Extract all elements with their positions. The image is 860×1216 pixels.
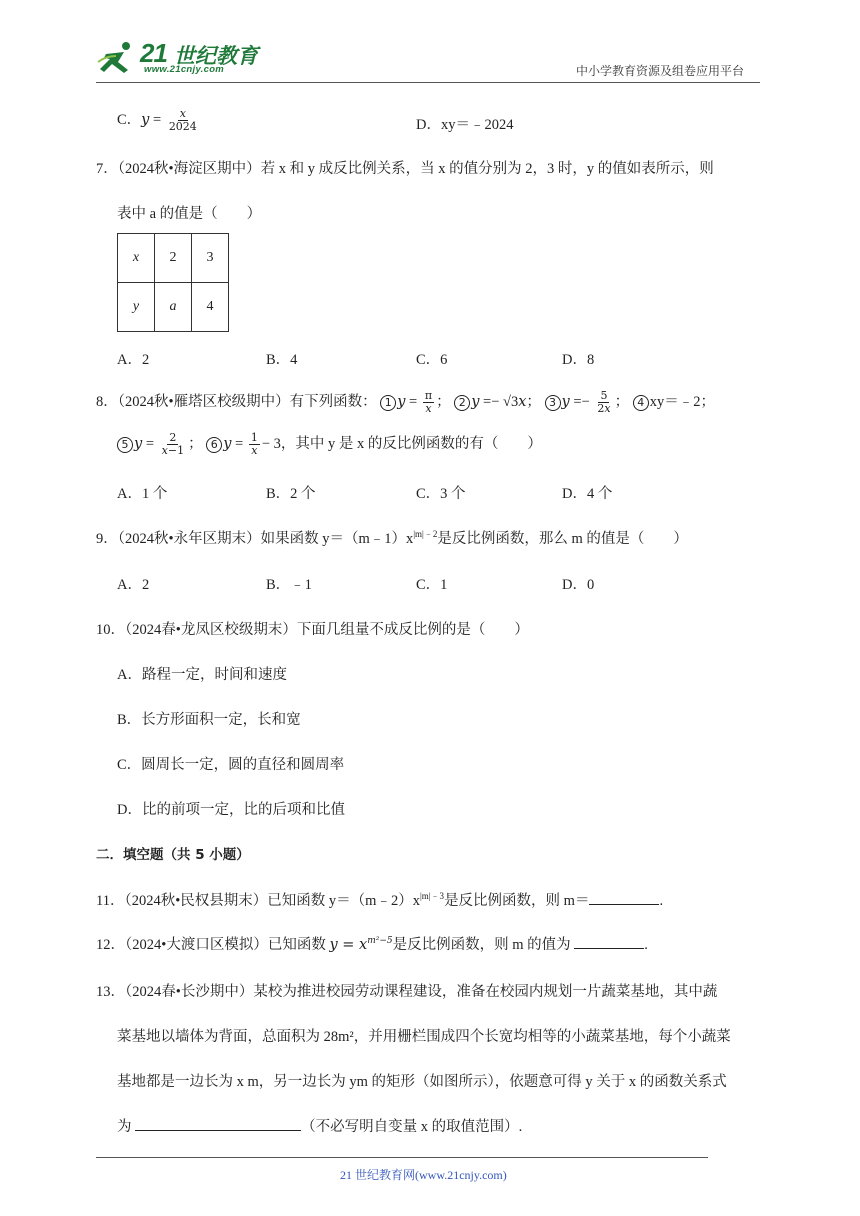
footer-divider	[96, 1157, 708, 1158]
logo-text: 世纪教育	[174, 44, 258, 68]
q10-option-d: D．比的前项一定，比的后项和比值	[117, 802, 345, 818]
q10-stem: 10．（2024春•龙凤区校级期末）下面几组量不成反比例的是（ ）	[96, 622, 529, 638]
q8-option-a: A．1 个	[117, 486, 168, 502]
table-cell: 2	[155, 234, 192, 283]
q9-option-b: B．﹣1	[266, 577, 312, 593]
runner-logo-icon	[96, 40, 140, 76]
answer-blank[interactable]	[589, 904, 659, 905]
q9-option-a: A．2	[117, 577, 150, 593]
q7-stem-line2: 表中 a 的值是（ ）	[117, 206, 262, 222]
q11-stem: 11．（2024秋•民权县期末）已知函数 $y=(m﹣2)x^{|m|﹣3}$是反比例函数，则 m＝ .	[96, 891, 664, 909]
table-cell: a	[155, 283, 192, 332]
q10-option-a: A．路程一定，时间和速度	[117, 667, 287, 683]
header-platform-text: 中小学教育资源及组卷应用平台	[576, 64, 745, 78]
q8-option-d: D．4 个	[562, 486, 613, 502]
q9-option-d: D．0	[562, 577, 595, 593]
table-cell: 4	[192, 283, 229, 332]
answer-blank[interactable]	[574, 948, 644, 949]
q8-stem-line1: 8．（2024秋•雁塔区校级期中）有下列函数： 1 y = $\frac{\pi}{x}$ ； 2 y =− √3x； 3 y =− $\frac{5}{2x}$ ； 4 xy＝﹣2；	[96, 389, 715, 416]
table-row	[118, 234, 229, 283]
q8-option-c: C．3 个	[416, 486, 466, 502]
circled-4: 4	[633, 395, 649, 411]
table-cell: 3	[192, 234, 229, 283]
q7-option-c: C．6	[416, 352, 448, 368]
q12-stem: 12．（2024•大渡口区模拟）已知函数 $y = x^{m^2-5}$是反比例函数，则 m 的值为 .	[96, 936, 648, 953]
q13-stem-line1: 13．（2024春•长沙期中）某校为推进校园劳动课程建设，准备在校园内规划一片蔬菜基地，其中蔬	[96, 984, 718, 1000]
q7-option-d: D．8	[562, 352, 595, 368]
site-logo	[96, 38, 256, 78]
q13-stem-line3: 基地都是一边长为 x m，另一边长为 ym 的矩形（如图所示），依题意可得 y 关于 x 的函数关系式	[117, 1074, 727, 1090]
circled-5: 5	[117, 437, 133, 453]
q6-option-d: D．xy＝﹣2024	[416, 117, 514, 133]
circled-6: 6	[206, 437, 222, 453]
q8-stem-line2: 5 y = $\frac{2}{x-1}$ ； 6 y = $\frac{1}{x}$ − 3，其中 y 是 x 的反比例函数的有（ ）	[117, 432, 542, 457]
section-heading: 二．填空题（共 5 小题）	[96, 847, 250, 863]
circled-1: 1	[380, 395, 396, 411]
q7-option-a: A．2	[117, 352, 150, 368]
header-divider	[96, 82, 760, 83]
circled-3: 3	[545, 395, 561, 411]
table-row	[118, 283, 229, 332]
q10-option-b: B．长方形面积一定，长和宽	[117, 712, 301, 728]
q7-option-b: B．4	[266, 352, 298, 368]
q7-stem-line1: 7．（2024秋•海淀区期中）若 x 和 y 成反比例关系，当 x 的值分别为 2，3 时，y 的值如表所示，则	[96, 161, 714, 177]
answer-blank[interactable]	[135, 1130, 301, 1131]
q10-option-c: C．圆周长一定，圆的直径和圆周率	[117, 757, 345, 773]
circled-2: 2	[454, 395, 470, 411]
logo-url: www.21cnjy.com	[144, 64, 225, 75]
q6-option-c: C．y = $\frac{x}{2024}$	[117, 107, 197, 134]
q7-table	[117, 233, 229, 332]
table-cell: y	[118, 283, 155, 332]
q13-stem-line4: 为 （不必写明自变量 x 的取值范围）.	[117, 1119, 523, 1135]
q13-stem-line2: 菜基地以墙体为背面，总面积为 28m²，并用栅栏围成四个长宽均相等的小蔬菜基地，每个小蔬菜	[117, 1029, 731, 1045]
q9-option-c: C．1	[416, 577, 448, 593]
logo-number: 21	[140, 38, 167, 68]
table-cell: x	[118, 234, 155, 283]
q8-option-b: B．2 个	[266, 486, 316, 502]
q9-stem: 9．（2024秋•永年区期末）如果函数 $y=(m﹣1)x^{|m|﹣2}$是反比例函数，那么 m 的值是（ ）	[96, 529, 688, 547]
footer-text: 21 世纪教育网(www.21cnjy.com)	[340, 1168, 507, 1182]
